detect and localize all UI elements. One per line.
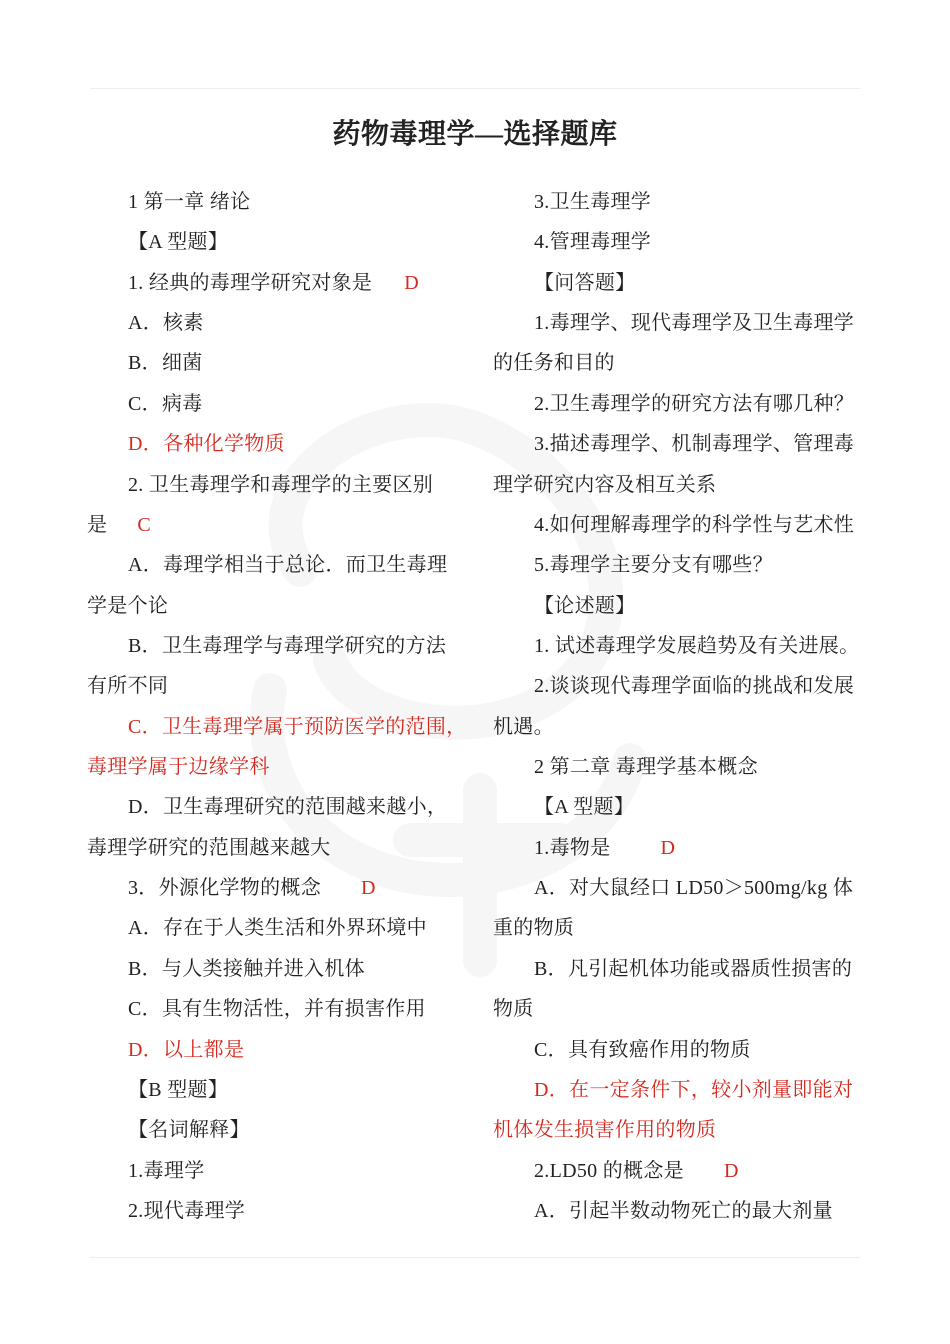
- question-stem-text: 1. 经典的毒理学研究对象是: [128, 271, 373, 294]
- section-heading-qa: 【问答题】: [534, 271, 636, 294]
- option-continued: 毒理学研究的范围越来越大: [87, 836, 331, 859]
- option: B．凡引起机体功能或器质性损害的: [534, 957, 853, 980]
- option-correct-continued: 机体发生损害作用的物质: [493, 1119, 717, 1142]
- section-heading-essay: 【论述题】: [534, 594, 636, 617]
- option-correct: D．在一定条件下，较小剂量即能对: [534, 1078, 854, 1101]
- page-title: 药物毒理学—选择题库: [332, 119, 618, 150]
- qa-item: 4.如何理解毒理学的科学性与艺术性: [534, 513, 855, 536]
- qa-item: 5.毒理学主要分支有哪些？: [534, 554, 773, 577]
- option-correct: D．以上都是: [128, 1038, 245, 1061]
- section-heading-b-type: 【B 型题】: [128, 1078, 229, 1101]
- answer-key: D: [404, 271, 419, 294]
- qa-item: 3.描述毒理学、机制毒理学、管理毒: [534, 433, 855, 456]
- question-stem: 2. 卫生毒理学和毒理学的主要区别: [128, 473, 434, 496]
- option: A．毒理学相当于总论．而卫生毒理: [128, 554, 448, 577]
- question-stem-text: 是: [87, 513, 108, 536]
- essay-item-continued: 机遇。: [493, 715, 554, 738]
- section-heading-a-type: 【A 型题】: [534, 796, 635, 819]
- answer-key: D: [660, 836, 676, 859]
- right-column: [493, 182, 893, 1231]
- essay-item: 2.谈谈现代毒理学面临的挑战和发展: [534, 675, 855, 698]
- top-rule: [90, 88, 860, 89]
- option: C．具有致癌作用的物质: [534, 1038, 751, 1061]
- term-item: 3.卫生毒理学: [534, 191, 652, 213]
- option-continued: 学是个论: [87, 594, 169, 617]
- section-heading-terms: 【名词解释】: [128, 1119, 250, 1142]
- option: B．卫生毒理学与毒理学研究的方法: [128, 634, 447, 657]
- option: C．具有生物活性，并有损害作用: [128, 998, 426, 1021]
- question-stem-continued: [87, 505, 477, 545]
- option: A．对大鼠经口 LD50＞500mg/kg 体: [534, 877, 854, 900]
- bottom-rule: [90, 1257, 860, 1258]
- answer-key: C: [137, 513, 151, 536]
- question-stem-text: 2.LD50 的概念是: [534, 1159, 684, 1182]
- section-heading-a-type: 【A 型题】: [128, 231, 229, 254]
- option: B．细菌: [128, 352, 203, 375]
- chapter-heading: 2 第二章 毒理学基本概念: [534, 756, 758, 779]
- qa-item: 1.毒理学、现代毒理学及卫生毒理学: [534, 312, 855, 335]
- option: A．核素: [128, 312, 204, 335]
- option: A．存在于人类生活和外界环境中: [128, 917, 427, 940]
- question-stem-text: 3．外源化学物的概念: [128, 877, 321, 900]
- question-stem: [87, 263, 477, 303]
- question-stem-text: 1.毒物是: [534, 836, 611, 859]
- qa-item-continued: 的任务和目的: [493, 352, 615, 375]
- option: D．卫生毒理研究的范围越来越小，: [128, 796, 448, 819]
- option-continued: 重的物质: [493, 917, 575, 940]
- essay-item: 1. 试述毒理学发展趋势及有关进展。: [534, 634, 860, 657]
- option-correct-continued: 毒理学属于边缘学科: [87, 756, 270, 779]
- answer-key: D: [361, 877, 376, 900]
- option-correct: C．卫生毒理学属于预防医学的范围，: [128, 715, 467, 738]
- question-stem: [493, 828, 893, 868]
- option-correct: D．各种化学物质: [128, 433, 285, 456]
- term-item: 2.现代毒理学: [128, 1199, 246, 1222]
- option-continued: 物质: [493, 998, 534, 1021]
- option: B．与人类接触并进入机体: [128, 957, 365, 980]
- question-stem: [493, 1151, 893, 1191]
- option-continued: 有所不同: [87, 675, 169, 698]
- term-item: 1.毒理学: [128, 1159, 205, 1182]
- qa-item-continued: 理学研究内容及相互关系: [493, 473, 717, 496]
- option: A．引起半数动物死亡的最大剂量: [534, 1199, 833, 1222]
- qa-item: 2.卫生毒理学的研究方法有哪几种？: [534, 392, 855, 415]
- option: C．病毒: [128, 392, 203, 415]
- question-stem: [87, 868, 477, 908]
- left-column: [87, 182, 477, 1231]
- chapter-heading: 1 第一章 绪论: [128, 191, 251, 213]
- term-item: 4.管理毒理学: [534, 231, 652, 254]
- answer-key: D: [723, 1159, 739, 1182]
